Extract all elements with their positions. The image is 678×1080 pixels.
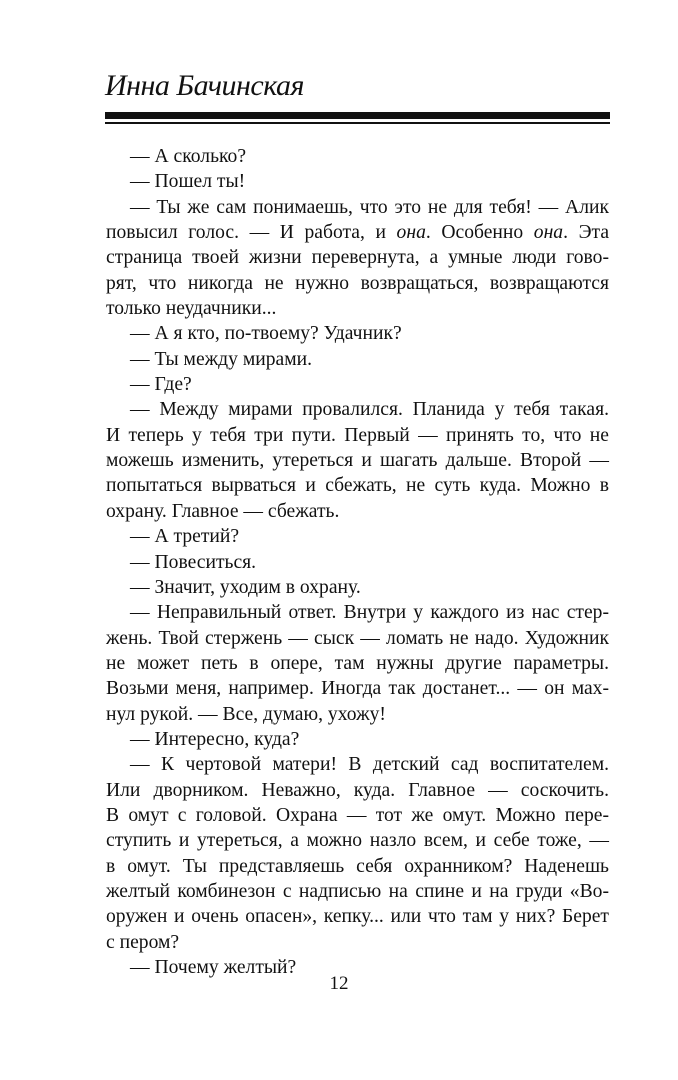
- text-line: — Почему желтый?: [130, 957, 297, 978]
- text-span: . Особенно: [425, 222, 534, 244]
- text-line: — А сколько?: [130, 146, 247, 167]
- text-line: оружен и очень опасен», кепку... или что там у них? Берет: [106, 906, 609, 928]
- text-line: не может петь в опере, там нужны другие параметры.: [106, 652, 609, 674]
- text-line: ступить и утереться, а можно назло всем, и себе тоже, —: [106, 830, 609, 852]
- text-line-mixed: [106, 220, 609, 245]
- text-line: — Где?: [130, 374, 192, 396]
- text-line: В омут с головой. Охрана — тот же омут. Можно пере-: [106, 804, 609, 826]
- text-line: охрану. Главное — сбежать.: [106, 500, 340, 522]
- text-line: можешь изменить, утереться и шагать дальше. Второй —: [106, 450, 609, 472]
- page-number: 12: [329, 973, 349, 994]
- text-line: — Ты же сам понимаешь, что это не для тебя! — Алик: [130, 196, 609, 218]
- header-rule-thick: [105, 112, 610, 119]
- text-line: в омут. Ты представляешь себя охранником? Наденешь: [106, 855, 609, 877]
- text-line: желтый комбинезон с надписью на спине и на груди «Во-: [106, 880, 609, 902]
- text-line: рят, что никогда не нужно возвращаться, возвращаются: [106, 272, 609, 294]
- text-line: — А третий?: [130, 526, 240, 548]
- text-line: — Значит, уходим в охрану.: [130, 576, 361, 598]
- italic-emphasis: она: [533, 222, 564, 244]
- text-line: — Пошел ты!: [130, 171, 246, 193]
- text-line: — Ты между мирами.: [130, 348, 313, 370]
- text-line: — А я кто, по-твоему? Удачник?: [130, 323, 402, 345]
- text-line: с пером?: [106, 931, 180, 953]
- body-text: [106, 144, 609, 980]
- header-rule-thin: [105, 122, 610, 124]
- text-line: нул рукой. — Все, думаю, ухожу!: [106, 703, 386, 725]
- text-line: только неудачники...: [106, 298, 277, 320]
- text-line: — Неправильный ответ. Внутри у каждого из нас стер-: [130, 602, 609, 624]
- running-header: [105, 68, 610, 124]
- text-line: Или дворником. Неважно, куда. Главное — соскочить.: [106, 779, 609, 801]
- text-line: Возьми меня, например. Иногда так достанет... — он мах-: [106, 678, 609, 700]
- text-line: — Повеситься.: [130, 551, 257, 573]
- text-line: — Между мирами провалился. Планида у тебя такая.: [130, 399, 609, 421]
- italic-emphasis: она: [396, 222, 426, 244]
- text-span: повысил голос. — И работа, и: [106, 222, 397, 244]
- text-span: . Эта: [563, 222, 610, 244]
- text-line: — Интересно, куда?: [130, 728, 300, 750]
- text-line: попытаться вырваться и сбежать, не суть куда. Можно в: [106, 475, 609, 497]
- author-name: Инна Бачинская: [105, 69, 304, 102]
- text-line: И теперь у тебя три пути. Первый — принять то, что не: [106, 424, 609, 446]
- text-line: — К чертовой матери! В детский сад воспитателем.: [130, 754, 609, 776]
- text-line: жень. Твой стержень — сыск — ломать не надо. Художник: [106, 627, 609, 649]
- text-line: страница твоей жизни перевернута, а умные люди гово-: [106, 247, 609, 269]
